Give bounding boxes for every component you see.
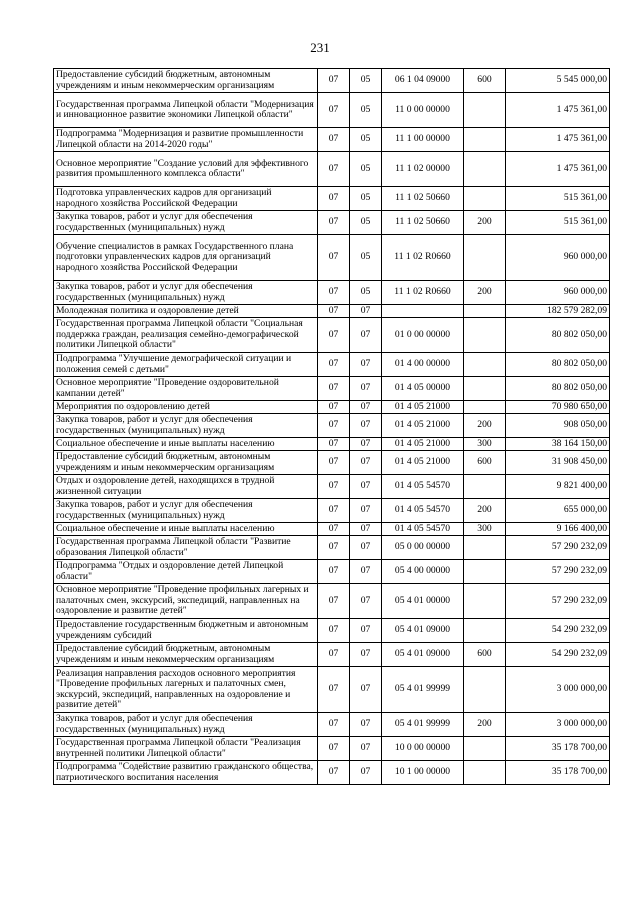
- subsection-code-cell: 07: [350, 414, 382, 438]
- amount-cell: 70 980 650,00: [506, 401, 610, 414]
- table-row: [54, 499, 610, 523]
- section-code-cell: 07: [318, 235, 350, 281]
- expense-type-cell: [464, 401, 506, 414]
- page-number: 231: [310, 40, 330, 55]
- table-row: [54, 401, 610, 414]
- expense-type-cell: [464, 761, 506, 785]
- subsection-code-cell: 07: [350, 305, 382, 318]
- amount-cell: 80 802 050,00: [506, 353, 610, 377]
- amount-cell: 182 579 282,09: [506, 305, 610, 318]
- section-code-cell: 07: [318, 667, 350, 713]
- section-code-cell: 07: [318, 523, 350, 536]
- table-row: [54, 619, 610, 643]
- table-row: [54, 438, 610, 451]
- amount-cell: 80 802 050,00: [506, 377, 610, 401]
- expense-type-cell: [464, 187, 506, 211]
- amount-cell: 9 166 400,00: [506, 523, 610, 536]
- section-code-cell: 07: [318, 536, 350, 560]
- item-name-cell: Подпрограмма "Содействие развитию гражданского общества, патриотического воспитания населения: [54, 761, 318, 785]
- section-code-cell: 07: [318, 377, 350, 401]
- amount-cell: 31 908 450,00: [506, 451, 610, 475]
- table-row: [54, 353, 610, 377]
- item-name-cell: Обучение специалистов в рамках Государственного плана подготовки управленческих кадров для организаций народного хозяйства Российской Федерации: [54, 235, 318, 281]
- table-row: [54, 584, 610, 619]
- table-row: [54, 281, 610, 305]
- table-row: [54, 667, 610, 713]
- expense-type-cell: 200: [464, 211, 506, 235]
- target-article-cell: 01 0 00 00000: [382, 318, 464, 353]
- target-article-cell: 11 1 00 00000: [382, 128, 464, 152]
- target-article-cell: 01 4 05 54570: [382, 499, 464, 523]
- expense-type-cell: [464, 584, 506, 619]
- item-name-cell: Предоставление субсидий бюджетным, автономным учреждениям и иным некоммерческим организациям: [54, 451, 318, 475]
- subsection-code-cell: 07: [350, 667, 382, 713]
- item-name-cell: Мероприятия по оздоровлению детей: [54, 401, 318, 414]
- target-article-cell: 01 4 05 21000: [382, 414, 464, 438]
- expense-type-cell: [464, 737, 506, 761]
- amount-cell: 1 475 361,00: [506, 93, 610, 128]
- expense-type-cell: 200: [464, 414, 506, 438]
- target-article-cell: 01 4 05 54570: [382, 523, 464, 536]
- section-code-cell: 07: [318, 643, 350, 667]
- item-name-cell: Основное мероприятие "Проведение профильных лагерных и палаточных смен, экскурсий, экспедиций, направленных на оздоровление и развитие детей": [54, 584, 318, 619]
- item-name-cell: Социальное обеспечение и иные выплаты населению: [54, 523, 318, 536]
- amount-cell: 38 164 150,00: [506, 438, 610, 451]
- expense-type-cell: 200: [464, 713, 506, 737]
- subsection-code-cell: 05: [350, 93, 382, 128]
- table-row: [54, 235, 610, 281]
- expense-type-cell: [464, 318, 506, 353]
- section-code-cell: 07: [318, 318, 350, 353]
- section-code-cell: 07: [318, 713, 350, 737]
- expense-type-cell: [464, 93, 506, 128]
- target-article-cell: 01 4 05 00000: [382, 377, 464, 401]
- item-name-cell: Подпрограмма "Отдых и оздоровление детей Липецкой области": [54, 560, 318, 584]
- section-code-cell: 07: [318, 475, 350, 499]
- expense-type-cell: [464, 536, 506, 560]
- table-row: [54, 377, 610, 401]
- subsection-code-cell: 07: [350, 536, 382, 560]
- table-row: [54, 451, 610, 475]
- expense-type-cell: 600: [464, 643, 506, 667]
- amount-cell: 80 802 050,00: [506, 318, 610, 353]
- subsection-code-cell: 07: [350, 643, 382, 667]
- amount-cell: 515 361,00: [506, 211, 610, 235]
- budget-table: [53, 68, 610, 785]
- expense-type-cell: 600: [464, 69, 506, 93]
- amount-cell: 1 475 361,00: [506, 128, 610, 152]
- subsection-code-cell: 07: [350, 737, 382, 761]
- section-code-cell: 07: [318, 761, 350, 785]
- target-article-cell: 05 4 01 09000: [382, 619, 464, 643]
- amount-cell: 57 290 232,09: [506, 560, 610, 584]
- table-row: [54, 69, 610, 93]
- table-row: [54, 475, 610, 499]
- subsection-code-cell: 05: [350, 211, 382, 235]
- section-code-cell: 07: [318, 187, 350, 211]
- table-row: [54, 211, 610, 235]
- table-row: [54, 523, 610, 536]
- item-name-cell: Закупка товаров, работ и услуг для обеспечения государственных (муниципальных) нужд: [54, 414, 318, 438]
- target-article-cell: 10 0 00 00000: [382, 737, 464, 761]
- subsection-code-cell: 07: [350, 377, 382, 401]
- item-name-cell: Закупка товаров, работ и услуг для обеспечения государственных (муниципальных) нужд: [54, 281, 318, 305]
- item-name-cell: Основное мероприятие "Проведение оздоровительной кампании детей": [54, 377, 318, 401]
- target-article-cell: 01 4 05 21000: [382, 451, 464, 475]
- subsection-code-cell: 05: [350, 187, 382, 211]
- expense-type-cell: [464, 475, 506, 499]
- amount-cell: 515 361,00: [506, 187, 610, 211]
- target-article-cell: 11 1 02 00000: [382, 152, 464, 187]
- item-name-cell: Государственная программа Липецкой области "Развитие образования Липецкой области": [54, 536, 318, 560]
- section-code-cell: 07: [318, 401, 350, 414]
- table-row: [54, 643, 610, 667]
- item-name-cell: Закупка товаров, работ и услуг для обеспечения государственных (муниципальных) нужд: [54, 499, 318, 523]
- subsection-code-cell: 07: [350, 353, 382, 377]
- amount-cell: 35 178 700,00: [506, 761, 610, 785]
- amount-cell: 54 290 232,09: [506, 619, 610, 643]
- item-name-cell: Подпрограмма "Улучшение демографической ситуации и положения семей с детьми": [54, 353, 318, 377]
- table-row: [54, 761, 610, 785]
- section-code-cell: 07: [318, 737, 350, 761]
- section-code-cell: 07: [318, 438, 350, 451]
- target-article-cell: 05 0 00 00000: [382, 536, 464, 560]
- target-article-cell: 11 0 00 00000: [382, 93, 464, 128]
- item-name-cell: Государственная программа Липецкой области "Реализация внутренней политики Липецкой области": [54, 737, 318, 761]
- target-article-cell: 05 4 01 99999: [382, 713, 464, 737]
- target-article-cell: 01 4 05 21000: [382, 438, 464, 451]
- section-code-cell: 07: [318, 305, 350, 318]
- subsection-code-cell: 07: [350, 584, 382, 619]
- table-row: [54, 93, 610, 128]
- target-article-cell: 05 4 01 00000: [382, 584, 464, 619]
- target-article-cell: 11 1 02 R0660: [382, 281, 464, 305]
- amount-cell: 54 290 232,09: [506, 643, 610, 667]
- section-code-cell: 07: [318, 353, 350, 377]
- target-article-cell: 05 4 00 00000: [382, 560, 464, 584]
- amount-cell: 3 000 000,00: [506, 713, 610, 737]
- subsection-code-cell: 05: [350, 235, 382, 281]
- table-row: [54, 737, 610, 761]
- table-row: [54, 152, 610, 187]
- item-name-cell: Закупка товаров, работ и услуг для обеспечения государственных (муниципальных) нужд: [54, 211, 318, 235]
- subsection-code-cell: 07: [350, 318, 382, 353]
- section-code-cell: 07: [318, 584, 350, 619]
- expense-type-cell: [464, 560, 506, 584]
- expense-type-cell: [464, 619, 506, 643]
- target-article-cell: 01 4 05 54570: [382, 475, 464, 499]
- amount-cell: 35 178 700,00: [506, 737, 610, 761]
- target-article-cell: 05 4 01 09000: [382, 643, 464, 667]
- section-code-cell: 07: [318, 451, 350, 475]
- target-article-cell: 11 1 02 50660: [382, 187, 464, 211]
- item-name-cell: Подготовка управленческих кадров для организаций народного хозяйства Российской Федерации: [54, 187, 318, 211]
- section-code-cell: 07: [318, 211, 350, 235]
- target-article-cell: 10 1 00 00000: [382, 761, 464, 785]
- amount-cell: 960 000,00: [506, 235, 610, 281]
- target-article-cell: 05 4 01 99999: [382, 667, 464, 713]
- section-code-cell: 07: [318, 69, 350, 93]
- subsection-code-cell: 05: [350, 152, 382, 187]
- expense-type-cell: 200: [464, 281, 506, 305]
- expense-type-cell: 200: [464, 499, 506, 523]
- subsection-code-cell: 07: [350, 619, 382, 643]
- amount-cell: 655 000,00: [506, 499, 610, 523]
- item-name-cell: Предоставление государственным бюджетным и автономным учреждениям субсидий: [54, 619, 318, 643]
- subsection-code-cell: 07: [350, 499, 382, 523]
- item-name-cell: Подпрограмма "Модернизация и развитие промышленности Липецкой области на 2014-2020 годы": [54, 128, 318, 152]
- expense-type-cell: [464, 305, 506, 318]
- subsection-code-cell: 07: [350, 401, 382, 414]
- amount-cell: 960 000,00: [506, 281, 610, 305]
- expense-type-cell: 300: [464, 438, 506, 451]
- section-code-cell: 07: [318, 414, 350, 438]
- expense-type-cell: 600: [464, 451, 506, 475]
- table-row: [54, 713, 610, 737]
- table-row: [54, 305, 610, 318]
- item-name-cell: Государственная программа Липецкой области "Социальная поддержка граждан, реализация семейно-демографической политики Липецкой области": [54, 318, 318, 353]
- table-row: [54, 318, 610, 353]
- subsection-code-cell: 07: [350, 451, 382, 475]
- section-code-cell: 07: [318, 560, 350, 584]
- amount-cell: 3 000 000,00: [506, 667, 610, 713]
- item-name-cell: Предоставление субсидий бюджетным, автономным учреждениям и иным некоммерческим организациям: [54, 643, 318, 667]
- section-code-cell: 07: [318, 281, 350, 305]
- subsection-code-cell: 07: [350, 560, 382, 584]
- subsection-code-cell: 07: [350, 713, 382, 737]
- subsection-code-cell: 07: [350, 761, 382, 785]
- amount-cell: 1 475 361,00: [506, 152, 610, 187]
- table-row: [54, 128, 610, 152]
- amount-cell: 908 050,00: [506, 414, 610, 438]
- target-article-cell: 11 1 02 50660: [382, 211, 464, 235]
- item-name-cell: Предоставление субсидий бюджетным, автономным учреждениям и иным некоммерческим организациям: [54, 69, 318, 93]
- amount-cell: 57 290 232,09: [506, 584, 610, 619]
- subsection-code-cell: 05: [350, 128, 382, 152]
- table-row: [54, 536, 610, 560]
- expense-type-cell: [464, 353, 506, 377]
- amount-cell: 57 290 232,09: [506, 536, 610, 560]
- amount-cell: 5 545 000,00: [506, 69, 610, 93]
- item-name-cell: Основное мероприятие "Создание условий для эффективного развития промышленного комплекса области": [54, 152, 318, 187]
- target-article-cell: 06 1 04 09000: [382, 69, 464, 93]
- table-row: [54, 560, 610, 584]
- expense-type-cell: [464, 152, 506, 187]
- section-code-cell: 07: [318, 619, 350, 643]
- table-row: [54, 187, 610, 211]
- table-row: [54, 414, 610, 438]
- target-article-cell: 01 4 00 00000: [382, 353, 464, 377]
- target-article-cell: [382, 305, 464, 318]
- expense-type-cell: [464, 128, 506, 152]
- item-name-cell: Социальное обеспечение и иные выплаты населению: [54, 438, 318, 451]
- target-article-cell: 01 4 05 21000: [382, 401, 464, 414]
- item-name-cell: Молодежная политика и оздоровление детей: [54, 305, 318, 318]
- subsection-code-cell: 07: [350, 523, 382, 536]
- amount-cell: 9 821 400,00: [506, 475, 610, 499]
- item-name-cell: Реализация направления расходов основного мероприятия "Проведение профильных лагерных и палаточных смен, экскурсий, экспедиций, направленных на оздоровление и развитие детей": [54, 667, 318, 713]
- expense-type-cell: [464, 235, 506, 281]
- expense-type-cell: 300: [464, 523, 506, 536]
- section-code-cell: 07: [318, 93, 350, 128]
- expense-type-cell: [464, 377, 506, 401]
- expense-type-cell: [464, 667, 506, 713]
- section-code-cell: 07: [318, 128, 350, 152]
- item-name-cell: Государственная программа Липецкой области "Модернизация и инновационное развитие экономики Липецкой области": [54, 93, 318, 128]
- section-code-cell: 07: [318, 499, 350, 523]
- budget-table-body: [54, 69, 610, 785]
- item-name-cell: Закупка товаров, работ и услуг для обеспечения государственных (муниципальных) нужд: [54, 713, 318, 737]
- section-code-cell: 07: [318, 152, 350, 187]
- subsection-code-cell: 07: [350, 438, 382, 451]
- subsection-code-cell: 05: [350, 281, 382, 305]
- subsection-code-cell: 07: [350, 475, 382, 499]
- item-name-cell: Отдых и оздоровление детей, находящихся в трудной жизненной ситуации: [54, 475, 318, 499]
- subsection-code-cell: 05: [350, 69, 382, 93]
- target-article-cell: 11 1 02 R0660: [382, 235, 464, 281]
